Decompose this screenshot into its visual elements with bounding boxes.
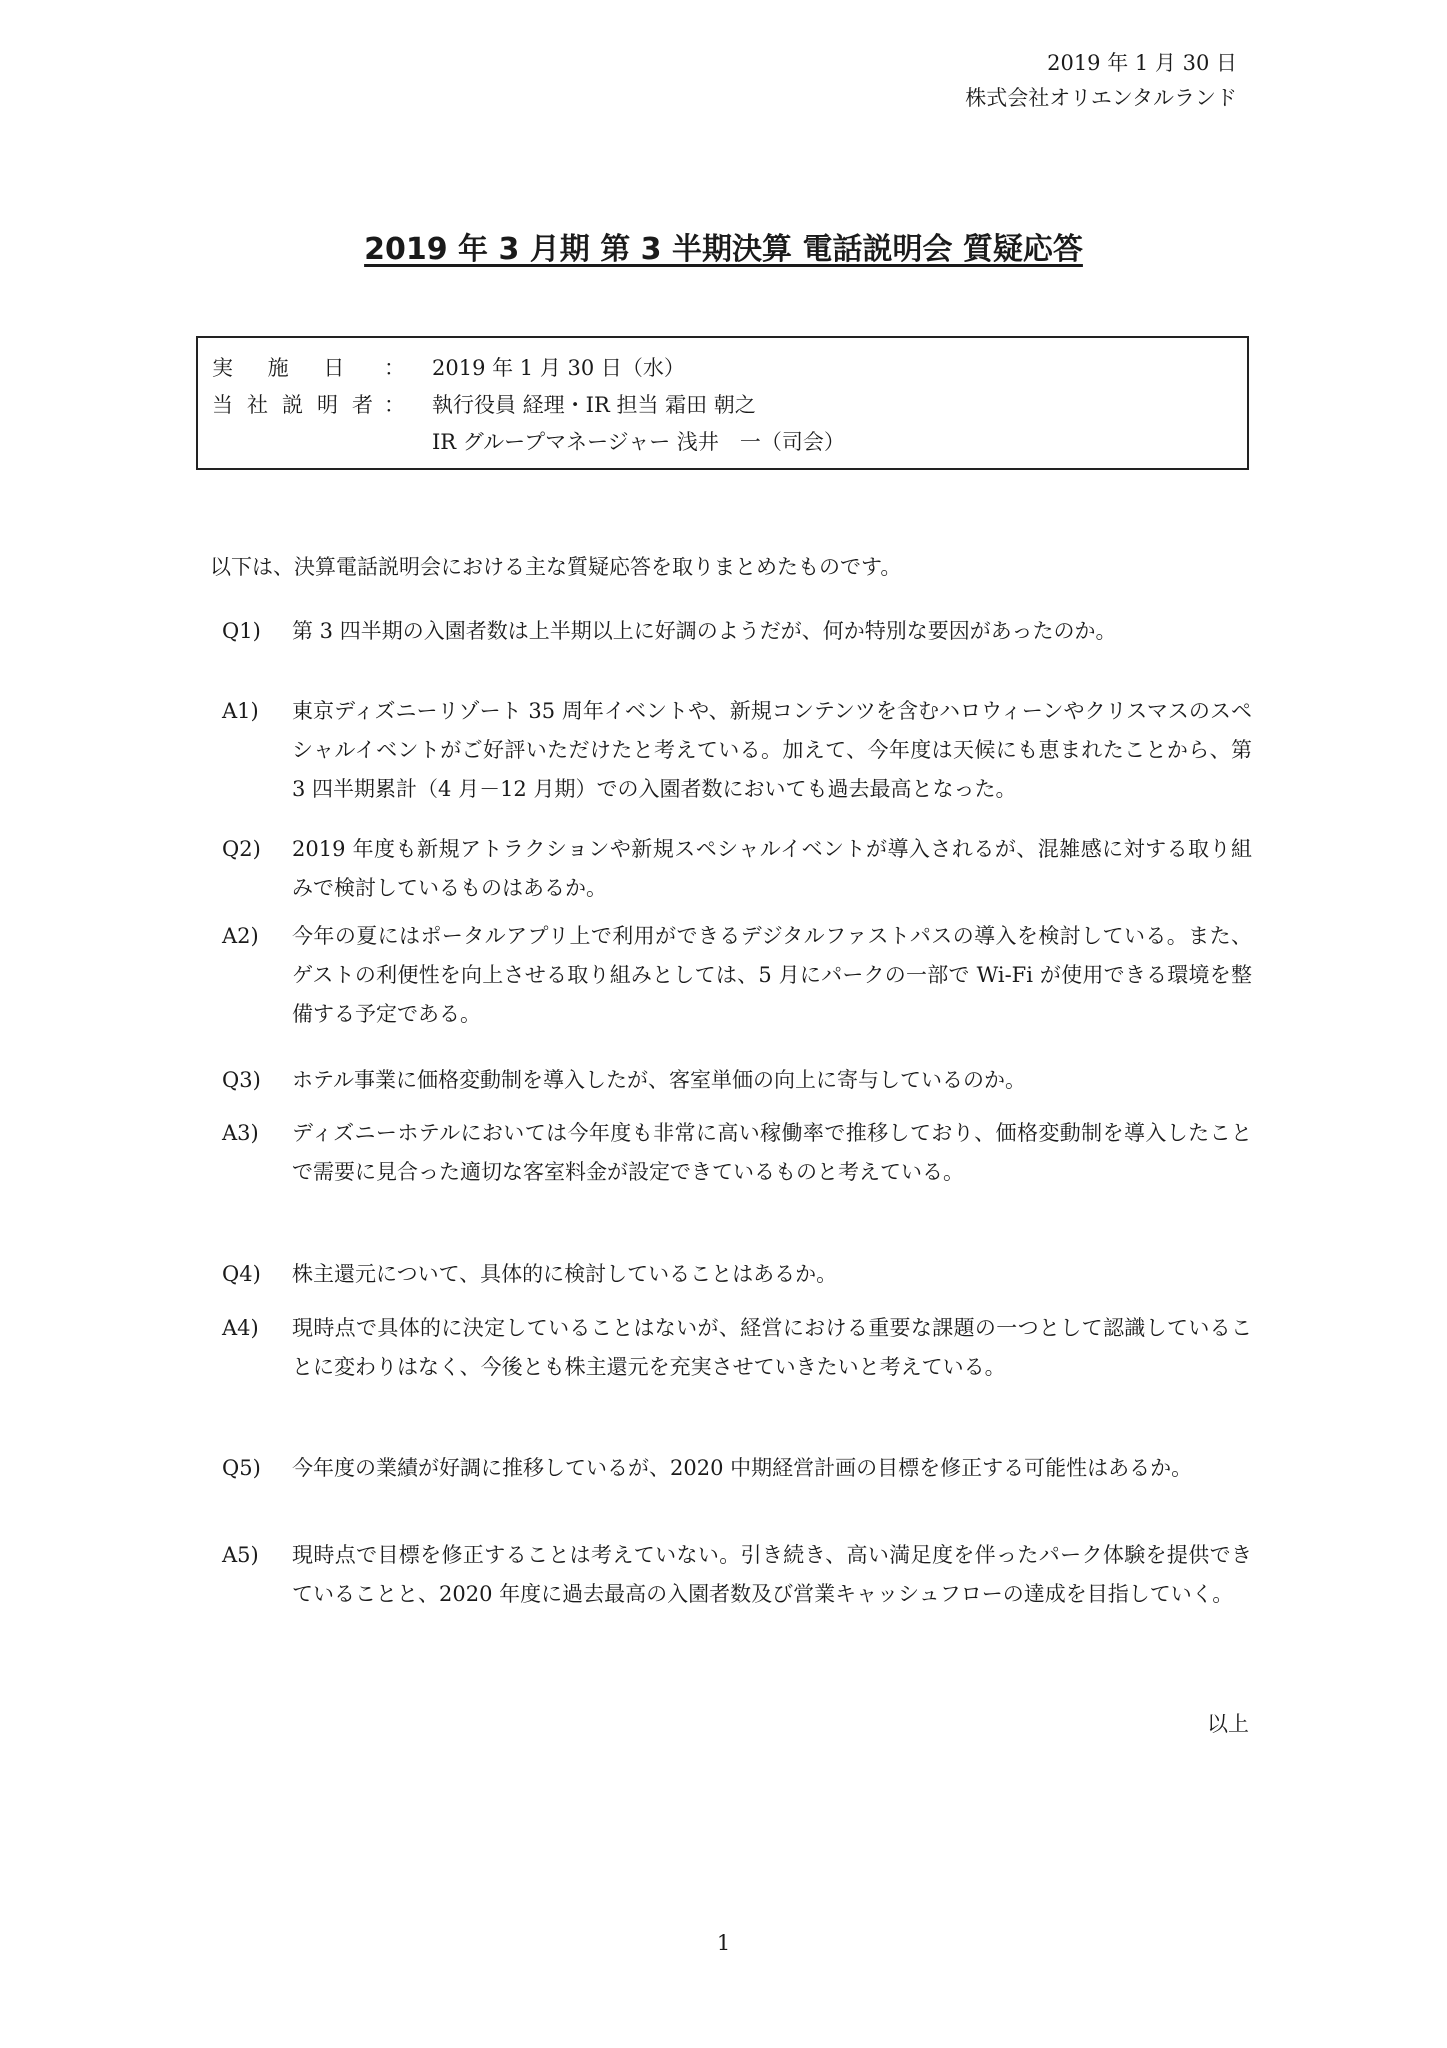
qa-label: A2)	[222, 924, 259, 948]
document-title-text: 2019 年 3 月期 第 3 半期決算 電話説明会 質疑応答	[364, 232, 1083, 267]
document-title	[0, 224, 1447, 268]
qa-text: 現時点で目標を修正することは考えていない。引き続き、高い満足度を伴ったパーク体験を提供できていることと、2020 年度に過去最高の入園者数及び営業キャッシュフローの達成を目指していく。	[292, 1543, 1252, 1606]
qa-label: Q3)	[222, 1068, 261, 1092]
qa-label: A5)	[222, 1543, 259, 1567]
info-row-speaker	[198, 389, 1247, 423]
qa-text: 株主還元について、具体的に検討していることはあるか。	[292, 1262, 838, 1286]
page-number: 1	[716, 1931, 731, 1955]
intro-text: 以下は、決算電話説明会における主な質疑応答を取りまとめたものです。	[210, 555, 902, 579]
qa-text: ホテル事業に価格変動制を導入したが、客室単価の向上に寄与しているのか。	[292, 1068, 1026, 1092]
info-colon: ：	[384, 356, 405, 380]
qa-label: Q5)	[222, 1456, 261, 1480]
qa-label: Q1)	[222, 619, 261, 643]
info-box	[196, 336, 1249, 470]
info-colon: ：	[384, 393, 405, 417]
info-speaker-value-2: IR グループマネージャー 浅井 一（司会）	[432, 430, 845, 454]
qa-text: ディズニーホテルにおいては今年度も非常に高い稼働率で推移しており、価格変動制を導入したことで需要に見合った適切な客室料金が設定できているものと考えている。	[292, 1121, 1252, 1184]
info-date-value: 2019 年 1 月 30 日（水）	[432, 356, 685, 380]
qa-label: A1)	[222, 699, 259, 723]
qa-text: 今年度の業績が好調に推移しているが、2020 中期経営計画の目標を修正する可能性はあるか。	[292, 1456, 1193, 1480]
qa-label: A4)	[222, 1316, 259, 1340]
info-speaker-label: 当社説明者	[212, 393, 387, 417]
qa-label: Q4)	[222, 1262, 261, 1286]
qa-text: 2019 年度も新規アトラクションや新規スペシャルイベントが導入されるが、混雑感に対する取り組みで検討しているものはあるか。	[292, 837, 1252, 900]
qa-label: A3)	[222, 1121, 259, 1145]
document-header	[965, 46, 1237, 116]
qa-text: 今年の夏にはポータルアプリ上で利用ができるデジタルファストパスの導入を検討している。また、ゲストの利便性を向上させる取り組みとしては、5 月にパークの一部で Wi-Fi が使用できる環境を整備する予定である。	[292, 924, 1252, 1026]
info-speaker-value-1: 執行役員 経理・IR 担当 霜田 朝之	[432, 393, 756, 417]
closing-mark: 以上	[1207, 1712, 1249, 1736]
qa-text: 現時点で具体的に決定していることはないが、経営における重要な課題の一つとして認識していることに変わりはなく、今後とも株主還元を充実させていきたいと考えている。	[292, 1316, 1252, 1379]
qa-text: 第 3 四半期の入園者数は上半期以上に好調のようだが、何か特別な要因があったのか。	[292, 619, 1117, 643]
qa-label: Q2)	[222, 837, 261, 861]
company-name: 株式会社オリエンタルランド	[965, 86, 1237, 110]
info-row-date	[198, 352, 1247, 386]
info-row-speaker-2	[198, 426, 1247, 460]
document-date: 2019 年 1 月 30 日	[1047, 51, 1237, 75]
info-date-label: 実 施 日	[212, 356, 359, 380]
qa-text: 東京ディズニーリゾート 35 周年イベントや、新規コンテンツを含むハロウィーンやクリスマスのスペシャルイベントがご好評いただけたと考えている。加えて、今年度は天候にも恵まれたことから、第 3 四半期累計（4 月－12 月期）での入園者数においても過去最高となった。	[292, 699, 1252, 801]
